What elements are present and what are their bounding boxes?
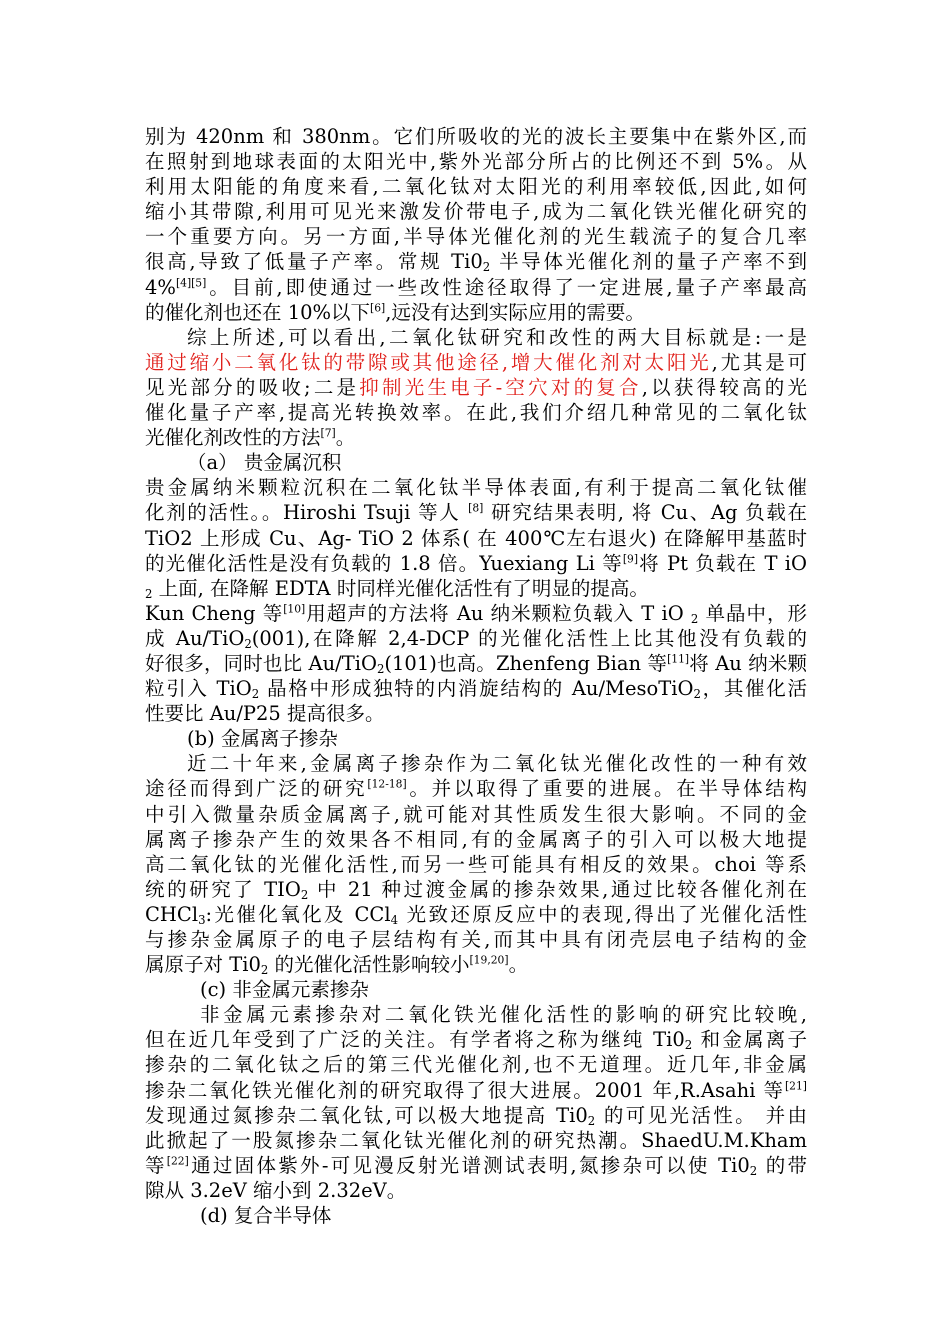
text-line: 掺杂的二氧化钛之后的第三代光催化剂,也不无道理。近几年,非金属 [145,1053,807,1077]
text-line: 见光部分的吸收;二是抑制光生电子-空穴对的复合,以获得较高的光 [145,375,807,399]
text-line: 别为 420nm 和 380nm。它们所吸收的光的波长主要集中在紫外区,而 [145,125,807,148]
text-line: 的光催化活性是没有负载的 1.8 倍。Yuexiang Li 等[9]将 Pt 负载在 T iO [145,551,807,575]
section-heading: (b) 金属离子掺杂 [187,727,338,751]
section-heading: （a） 贵金属沉积 [187,451,342,475]
highlighted-text: 通过缩小二氧化钛的带隙或其他途径,增大催化剂对太阳光 [145,350,712,374]
highlighted-text: 抑制光生电子-空穴对的复合 [359,375,642,399]
citation: [22] [166,1154,189,1168]
text-line: 综上所述,可以看出,二氧化钛研究和改性的两大目标就是:一是 [187,325,807,349]
text-line: 与掺杂金属原子的电子层结构有关,而其中具有闭壳层电子结构的金 [145,928,807,951]
section-heading-a [145,450,807,475]
text-line: 通过缩小二氧化钛的带隙或其他途径,增大催化剂对太阳光,尤其是可 [145,350,807,374]
section-heading: (d) 复合半导体 [200,1204,332,1228]
citation: [9] [622,552,638,566]
section-heading: (c) 非金属元素掺杂 [200,978,369,1002]
text-line: 成 Au/TiO$_2$(001),在降解 2,4-DCP 的光催化活性上比其他没有负载的 [145,626,807,651]
text-line: 等[22]通过固体紫外-可见漫反射光谱测试表明,氮掺杂可以使 $Ti0_2$ 的带 [145,1153,807,1178]
citation: [21] [784,1079,807,1093]
paragraph-metal-ion-doping [145,751,807,977]
text-line: 统的研究了 $TIO_2$ 中 21 种过渡金属的掺杂效果,通过比较各催化剂在 [145,877,807,902]
citation: [8] [468,501,484,515]
text-line: 属原子对 $Ti0_2$ 的光催化活性影响较小[19,20]。 [145,953,529,978]
text-line: 途径而得到广泛的研究[12-18]。并以取得了重要的进展。在半导体结构 [145,777,807,801]
section-heading-d [145,1203,807,1228]
document-page [145,124,807,1228]
text-line: 属离子掺杂产生的效果各不相同,有的金属离子的引入可以极大地提 [145,827,807,851]
citation: [11] [667,652,690,666]
text-line: 利用太阳能的角度来看,二氧化钛对太阳光的利用率较低,因此,如何 [145,175,807,199]
text-line: 粒引入 TiO$_2$ 晶格中形成独特的内消旋结构的 Au/MesoTiO$_2$，其催化活 [145,677,807,701]
citation: [10] [283,602,306,616]
text-line: 很高,导致了低量子产率。常规 $Ti0_2$ 半导体光催化剂的量子产率不到 [145,250,807,275]
text-line: 催化量子产率,提高光转换效率。在此,我们介绍几种常见的二氧化钛 [145,401,807,425]
text-line: CHCl$_3$:光催化氧化及 CCl$_4$ 光致还原反应中的表现,得出了光催化活性 [145,902,807,927]
text-line: 4%[4][5]。目前,即使通过一些改性途径取得了一定进展,量子产率最高 [145,275,807,299]
text-line: 好很多，同时也比 Au/TiO$_2$(101)也高。Zhenfeng Bian 等[11]将 Au 纳米颗 [145,651,807,676]
text-line: 化剂的活性。。Hiroshi Tsuji 等人 [8] 研究结果表明, 将 Cu、Ag 负载在 [145,501,807,525]
citation: [12-18] [367,777,407,791]
text-line: 在照射到地球表面的太阳光中,紫外光部分所占的比例还不到 5%。从 [145,150,807,174]
text-line: 但在近几年受到了广泛的关注。有学者将之称为继纯 $Ti0_2$ 和金属离子 [145,1028,807,1053]
citation: [6] [370,301,386,315]
text-line: 贵金属纳米颗粒沉积在二氧化钛半导体表面,有利于提高二氧化钛催 [145,476,807,500]
paragraph-noble-metal [145,475,807,600]
text-line: 近二十年来,金属离子掺杂作为二氧化钛光催化改性的一种有效 [187,752,807,776]
paragraph-light-absorption [145,124,807,325]
paragraph-gold-nanoparticles [145,601,807,726]
paragraph-nonmetal-doping [145,1002,807,1203]
section-heading-c [145,977,807,1002]
text-line: 性要比 Au/P25 提高很多。 [145,702,385,726]
text-line: 高二氧化钛的光催化活性,而另一些可能具有相反的效果。choi 等系 [145,852,807,876]
text-line: 非金属元素掺杂对二氧化铁光催化活性的影响的研究比较晚, [200,1003,807,1027]
citation: [7] [320,426,336,440]
paragraph-goals [145,325,807,450]
citation: [19,20] [469,953,509,967]
section-heading-b [145,726,807,751]
text-line: 发现通过氮掺杂二氧化钛,可以极大地提高 $Ti0_2$ 的可见光活性。 并由 [145,1103,807,1128]
citation: [4][5] [175,276,207,290]
text-line: TiO2 上形成 Cu、Ag- TiO 2 体系( 在 400℃左右退火) 在降解甲基蓝时 [145,526,807,550]
text-line: 掺杂二氧化铁光催化剂的研究取得了很大进展。2001 年,R.Asahi 等[21] [145,1078,807,1102]
text-line: 此掀起了一股氮掺杂二氧化钛光催化剂的研究热潮。ShaedU.M.Kham [145,1128,807,1152]
text-line: 隙从 3.2eV 缩小到 2.32eV。 [145,1178,407,1202]
text-line: 缩小其带隙,利用可见光来激发价带电子,成为二氧化铁光催化研究的 [145,200,807,224]
text-line: Kun Cheng 等[10]用超声的方法将 Au 纳米颗粒负载入 T iO $_2$ 单晶中，形 [145,601,807,626]
text-line: 光催化剂改性的方法[7]。 [145,426,356,450]
text-line: 的催化剂也还在 10%以下[6],远没有达到实际应用的需要。 [145,300,645,324]
text-line: 中引入微量杂质金属离子,就可能对其性质发生很大影响。不同的金 [145,802,807,826]
text-line: 一个重要方向。另一方面,半导体光催化剂的光生载流子的复合几率 [145,225,807,249]
text-line: $_2$ 上面, 在降解 EDTA 时同样光催化活性有了明显的提高。 [145,576,649,601]
